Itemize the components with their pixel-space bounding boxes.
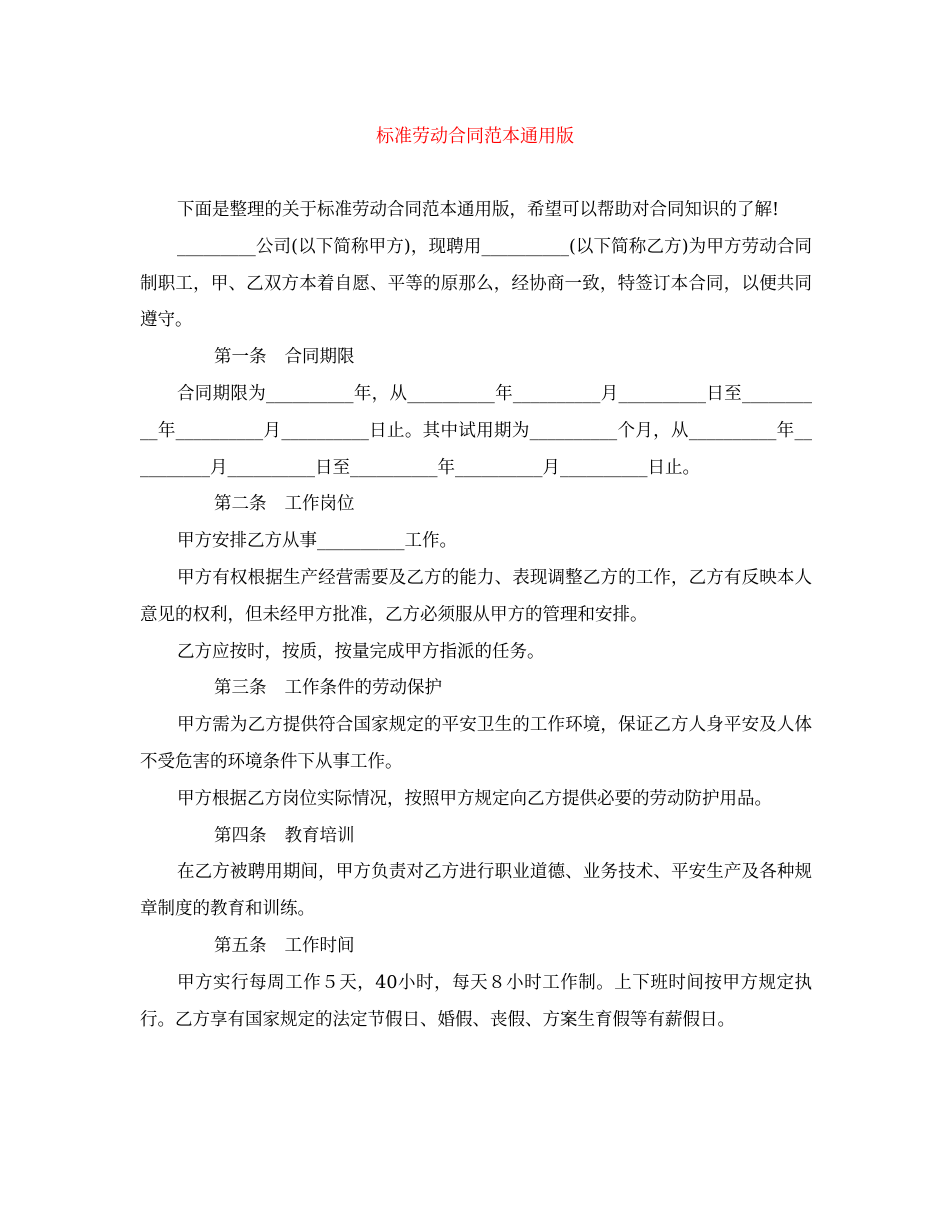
article-5-title: 工作时间 bbox=[284, 935, 355, 956]
intro-paragraph: 下面是整理的关于标准劳动合同范本通用版，希望可以帮助对合同知识的了解! bbox=[177, 200, 780, 220]
article-2-paragraph-1: 甲方安排乙方从事__________工作。 bbox=[177, 531, 457, 552]
article-5-heading bbox=[140, 928, 812, 965]
article-1-title: 合同期限 bbox=[284, 347, 355, 368]
article-1-paragraph-1: 合同期限为__________年，从__________年__________月__________日至__________年__________月__________日止。其中试用期为__________个月，从__________年__________月__________日至__________年__________月__________日止。 bbox=[140, 383, 812, 478]
article-1-number: 第一条 bbox=[214, 347, 267, 368]
article-4-heading bbox=[140, 818, 812, 855]
document-body bbox=[140, 192, 812, 1038]
article-5-paragraph-1: 甲方实行每周工作５天，40小时，每天８小时工作制。上下班时间按甲方规定执行。乙方享有国家规定的法定节假日、婚假、丧假、方案生育假等有薪假日。 bbox=[140, 972, 812, 1030]
article-2-title: 工作岗位 bbox=[284, 494, 355, 515]
article-5-number: 第五条 bbox=[214, 935, 267, 956]
article-2-heading bbox=[140, 486, 812, 523]
article-3-paragraph-2: 甲方根据乙方岗位实际情况，按照甲方规定向乙方提供必要的劳动防护用品。 bbox=[177, 788, 772, 809]
article-4-number: 第四条 bbox=[214, 825, 267, 846]
article-3-title: 工作条件的劳动保护 bbox=[284, 678, 442, 699]
preamble-paragraph: _________公司(以下简称甲方)，现聘用__________(以下简称乙方)为甲方劳动合同制职工，甲、乙双方本着自愿、平等的原那么，经协商一致，特签订本合同，以便共同遵守。 bbox=[140, 236, 812, 331]
article-1-heading bbox=[140, 339, 812, 376]
article-2-number: 第二条 bbox=[214, 494, 267, 515]
article-3-heading bbox=[140, 670, 812, 707]
article-3-paragraph-1: 甲方需为乙方提供符合国家规定的平安卫生的工作环境，保证乙方人身平安及人体不受危害的环境条件下从事工作。 bbox=[140, 715, 812, 772]
article-2-paragraph-2: 甲方有权根据生产经营需要及乙方的能力、表现调整乙方的工作，乙方有反映本人意见的权利，但未经甲方批准，乙方必须服从甲方的管理和安排。 bbox=[140, 567, 812, 625]
article-4-paragraph-1: 在乙方被聘用期间，甲方负责对乙方进行职业道德、业务技术、平安生产及各种规章制度的教育和训练。 bbox=[140, 862, 812, 920]
article-4-title: 教育培训 bbox=[284, 825, 355, 846]
article-2-paragraph-3: 乙方应按时，按质，按量完成甲方指派的任务。 bbox=[177, 641, 545, 662]
article-3-number: 第三条 bbox=[214, 678, 267, 699]
document-title: 标准劳动合同范本通用版 bbox=[376, 126, 574, 147]
